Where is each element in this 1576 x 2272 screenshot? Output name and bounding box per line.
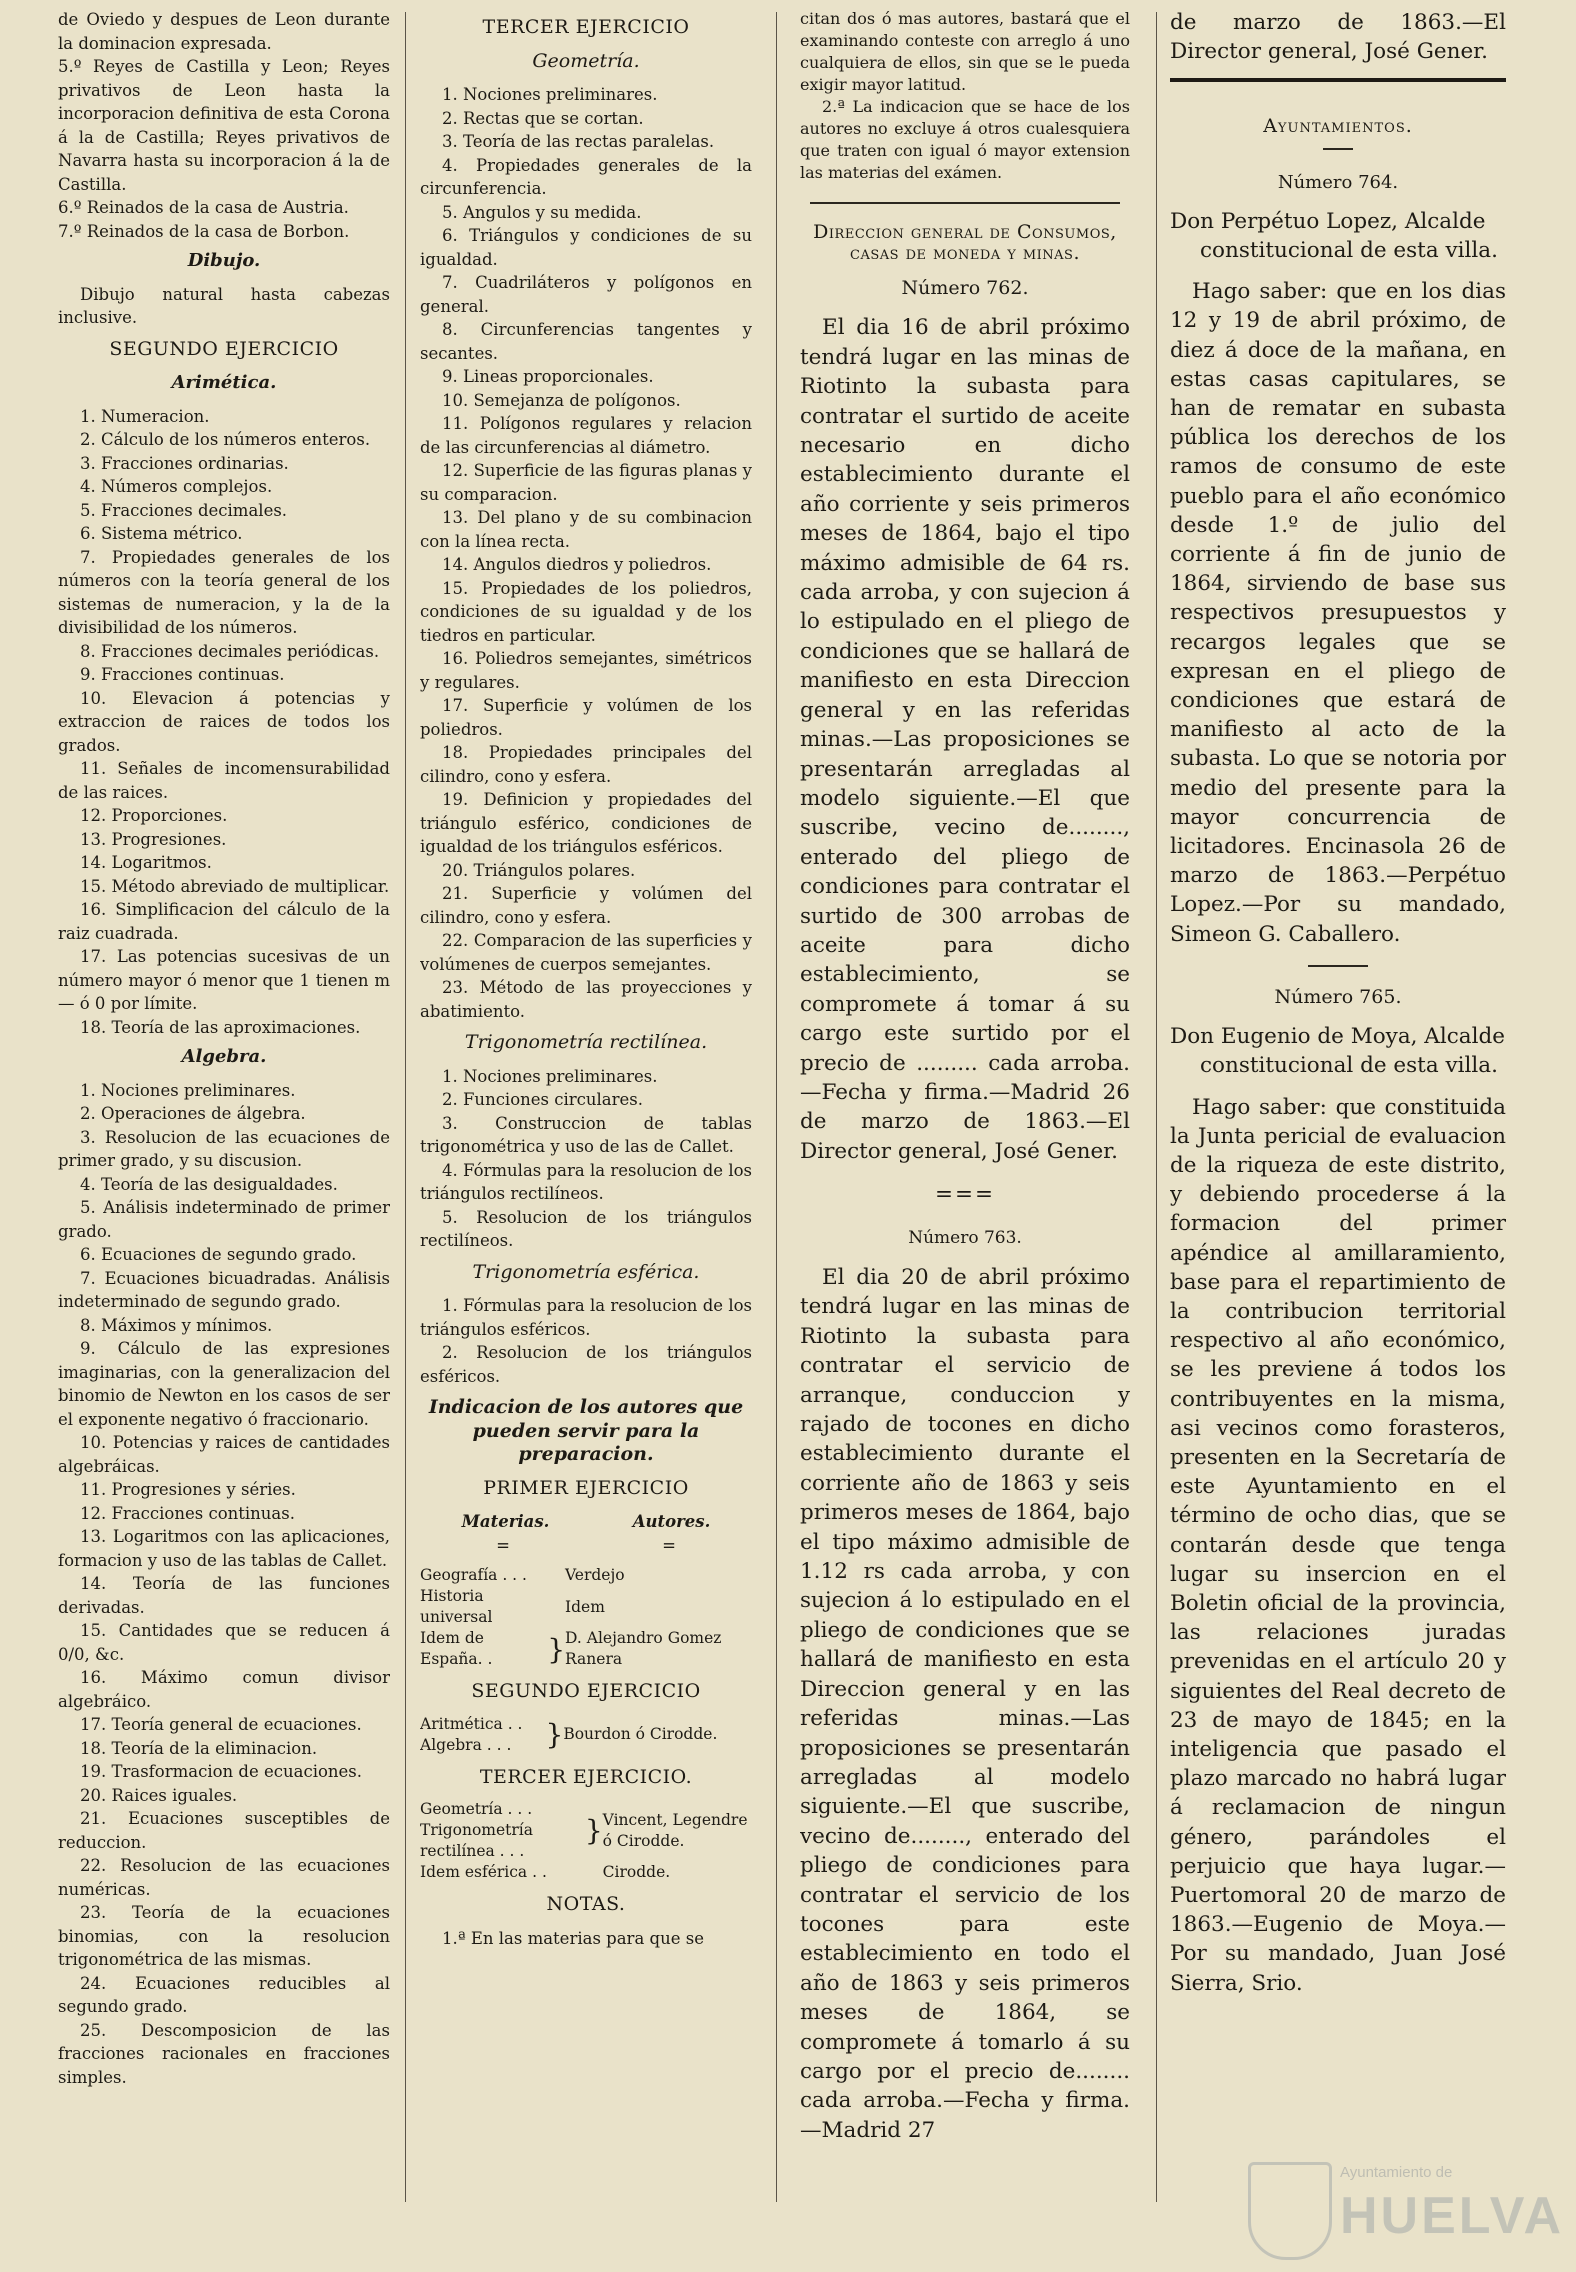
tercer-ejercicio-title: TERCER EJERCICIO — [482, 16, 690, 38]
geometria-title: Geometría. — [532, 49, 640, 72]
section-divider-thick — [1170, 78, 1506, 82]
table-row: Geometría . . . } Vincent, Legendre ó Cirodde. — [420, 1799, 752, 1820]
table-row: Idem de España. . } D. Alejandro Gomez Ranera — [420, 1628, 752, 1670]
dibujo-text: Dibujo natural hasta cabezas inclusive. — [58, 284, 390, 327]
geometria-list — [420, 83, 752, 1023]
list-item: 3. Resolucion de las ecuaciones de primer grado, y su discusion. — [58, 1127, 390, 1170]
list-item: 2. Funciones circulares. — [442, 1090, 643, 1109]
primer-authors-table — [420, 1565, 752, 1670]
column-2 — [420, 8, 752, 2248]
list-item: 14. Logaritmos. — [80, 853, 212, 872]
list-item: 5.º Reyes de Castilla y Leon; Reyes privativos de Leon hasta la incorporacion definitiva de esta Corona á la de Castilla; Reyes privativos de Navarra hasta su incorporacion á la de Castilla. — [58, 57, 390, 194]
dibujo-title: Dibujo. — [187, 250, 261, 271]
materia-cell: Idem de España. . — [420, 1629, 493, 1668]
list-item: 16. Poliedros semejantes, simétricos y regulares. — [420, 649, 752, 692]
list-item: 21. Ecuaciones susceptibles de reduccion. — [58, 1809, 390, 1852]
autor-cell: Vincent, Legendre ó Cirodde. — [602, 1810, 748, 1850]
list-item: 15. Propiedades de los poliedros, condiciones de su igualdad y de los tiedros en particular. — [420, 578, 752, 645]
notice-763-text: El dia 20 de abril próximo tendrá lugar en las minas de Riotinto la subasta para contratar el servicio de arranque, conduccion y rajado de tocones en dicho establecimiento durante el corriente año de 1863 y seis primeros meses de 1864, bajo el tipo máximo admisible de 1.12 rs cada arroba, y con sujecion á lo estipulado en el pliego de condiciones que se hallará de manifiesto en esta Direccion general y en las referidas minas.—Las proposiciones se presentarán arregladas al modelo siguiente.—El que suscribe, vecino de........, enterado del pliego de condiciones para contratar el servicio de los tocones para este establecimiento en todo el año de 1863 y seis primeros meses de 1864, se compromete á tomarlo á su cargo por el precio de........ cada arroba.—Fecha y firma.—Madrid 27 — [800, 1265, 1130, 2143]
list-item: 7.º Reinados de la casa de Borbon. — [58, 221, 350, 241]
notas-title: NOTAS. — [546, 1893, 626, 1915]
list-item: 6. Sistema métrico. — [80, 524, 243, 543]
trig-esferica-list — [420, 1294, 752, 1388]
list-item: 6. Ecuaciones de segundo grado. — [80, 1245, 357, 1264]
materia-cell: Geografía . . . — [420, 1566, 527, 1584]
primer-ejercicio-title: PRIMER EJERCICIO — [483, 1476, 689, 1499]
trig-rectilinea-title: Trigonometría rectilínea. — [464, 1031, 708, 1053]
list-item: 9. Fracciones continuas. — [80, 665, 285, 684]
algebra-list — [58, 1079, 390, 2090]
segundo-ejercicio-title: SEGUNDO EJERCICIO — [109, 337, 339, 360]
materia-cell: Idem esférica . . — [420, 1863, 547, 1881]
list-item: 23. Método de las proyecciones y abatimiento. — [420, 978, 752, 1021]
table-row: Aritmética . . } Bourdon ó Cirodde. — [420, 1714, 752, 1735]
list-item: 2. Operaciones de álgebra. — [80, 1104, 306, 1123]
list-item: 10. Potencias y raices de cantidades algebráicas. — [58, 1433, 390, 1476]
list-item: 5. Fracciones decimales. — [80, 500, 288, 520]
list-item: 13. Progresiones. — [80, 829, 227, 849]
list-item: 22. Comparacion de las superficies y volúmenes de cuerpos semejantes. — [420, 931, 752, 974]
column-3 — [800, 8, 1130, 2248]
coat-of-arms-icon — [1248, 2162, 1332, 2260]
list-item: de Oviedo y despues de Leon durante la dominacion expresada. — [58, 10, 390, 53]
list-item: 11. Polígonos regulares y relacion de las circunferencias al diámetro. — [420, 414, 752, 457]
direccion-heading: Direccion general de Consumos, casas de moneda y minas. — [813, 221, 1117, 264]
list-item: 12. Fracciones continuas. — [80, 1503, 295, 1523]
table-row — [420, 1586, 752, 1628]
list-item: 6.º Reinados de la casa de Austria. — [58, 198, 349, 217]
list-item: 7. Propiedades generales de los números con la teoría general de los sistemas de numeracion, y la de la divisibilidad de los números. — [58, 547, 390, 637]
list-item: 5. Angulos y su medida. — [442, 202, 642, 222]
list-item: 22. Resolucion de las ecuaciones numéricas. — [58, 1856, 390, 1899]
list-item: 1. Numeracion. — [80, 406, 210, 426]
list-item: 17. Teoría general de ecuaciones. — [80, 1715, 362, 1734]
list-item: 17. Superficie y volúmen de los poliedros. — [420, 696, 752, 739]
short-rule — [1323, 148, 1353, 150]
ayuntamientos-heading: Ayuntamientos. — [1263, 115, 1413, 138]
header-underline — [420, 1534, 752, 1558]
list-item: 21. Superficie y volúmen del cilindro, cono y esfera. — [420, 884, 752, 927]
history-items-continued — [58, 8, 390, 243]
notice-763-continued: de marzo de 1863.—El Director general, José Gener. — [1170, 10, 1506, 65]
trig-rectilinea-list — [420, 1065, 752, 1253]
autor-cell: D. Alejandro Gomez Ranera — [565, 1629, 722, 1668]
nota-1-continued: citan dos ó mas autores, bastará que el examinando conteste con arreglo á uno cualquiera de ellos, sin que se le pueda exigir mayor latitud. — [800, 9, 1130, 94]
list-item: 4. Fórmulas para la resolucion de los triángulos rectilíneos. — [420, 1160, 752, 1203]
list-item: 11. Progresiones y séries. — [80, 1480, 296, 1499]
autor-cell: Cirodde. — [602, 1863, 671, 1881]
segundo-authors-table — [420, 1714, 752, 1756]
list-item: 3. Construccion de tablas trigonométrica y uso de las de Callet. — [420, 1113, 752, 1156]
list-item: 14. Teoría de las funciones derivadas. — [58, 1574, 390, 1617]
list-item: 16. Simplificacion del cálculo de la raiz cuadrada. — [58, 900, 390, 943]
column-rule — [776, 12, 777, 2202]
list-item: 1. Fórmulas para la resolucion de los triángulos esféricos. — [420, 1296, 752, 1339]
list-item: 3. Teoría de las rectas paralelas. — [442, 132, 715, 151]
notice-765-text: Hago saber: que constituida la Junta pericial de evaluacion de la riqueza de este distrito, y debiendo procederse á la formacion del primer apéndice al amillaramiento, base para el repartimiento de la contribucion territorial respectivo al año económico, se les previene á todos los contribuyentes en la misma, asi vecinos como forasteros, presenten en la Secretaría de este Ayuntamiento en el término de ocho dias, que se contarán desde que tenga lugar su insercion en el Boletin oficial de la provincia, las relaciones juradas prevenidas en el artículo 20 y siguientes del Real decreto de 23 de mayo de 1845; en la inteligencia que pasado el plazo marcado no habrá lugar á reclamacion de ningun género, parándoles el perjuicio que haya lugar.—Puertomoral 20 de marzo de 1863.—Eugenio de Moya.—Por su mandado, Juan José Sierra, Srio. — [1170, 1094, 1506, 1996]
list-item: 4. Teoría de las desigualdades. — [80, 1174, 338, 1194]
column-1 — [58, 8, 390, 2248]
list-item: 13. Logaritmos con las aplicaciones, formacion y uso de las tablas de Callet. — [58, 1527, 390, 1570]
tercer-authors-table — [420, 1799, 752, 1883]
list-item: 2. Cálculo de los números enteros. — [80, 430, 371, 449]
list-item: 24. Ecuaciones reducibles al segundo grado. — [58, 1973, 390, 2016]
autor-cell: Idem — [565, 1597, 605, 1616]
list-item: 5. Resolucion de los triángulos rectilíneos. — [420, 1207, 752, 1250]
list-item: 8. Máximos y mínimos. — [80, 1315, 273, 1335]
column-4 — [1170, 8, 1506, 2248]
trig-esferica-title: Trigonometría esférica. — [472, 1260, 700, 1283]
notice-762-text: El dia 16 de abril próximo tendrá lugar en las minas de Riotinto la subasta para contratar el surtido de aceite necesario en dicho establecimiento durante el año corriente y seis primeros meses de 1864, bajo el tipo máximo admisible de 64 rs. cada arroba, y con sujecion á lo estipulado en el pliego de condiciones que se hallará de manifiesto en esta Direccion general y en las referidas minas.—Las proposiciones se presentarán arregladas al modelo siguiente.—El que suscribe, vecino de........, enterado del pliego de condiciones para contratar el surtido de 300 arrobas de aceite para dicho establecimiento, se compromete á tomar á su cargo este surtido por el precio de ......... cada arroba.—Fecha y firma.—Madrid 26 de marzo de 1863.—El Director general, José Gener. — [800, 315, 1130, 1164]
list-item: 18. Propiedades principales del cilindro, cono y esfera. — [420, 743, 752, 786]
watermark-line-1: Ayuntamiento de — [1340, 2164, 1453, 2181]
list-item: 12. Superficie de las figuras planas y su comparacion. — [420, 461, 752, 504]
list-item: 2. Rectas que se cortan. — [442, 108, 644, 128]
materia-cell: Historia universal — [420, 1587, 493, 1626]
list-item: 20. Raices iguales. — [80, 1785, 238, 1805]
list-item: 8. Circunferencias tangentes y secantes. — [420, 320, 752, 363]
materias-header: Materias. — [461, 1512, 550, 1531]
eq-sign: = — [496, 1535, 510, 1555]
table-row — [420, 1862, 752, 1883]
list-item: 8. Fracciones decimales periódicas. — [80, 641, 380, 661]
short-rule — [1308, 965, 1368, 967]
list-item: 15. Método abreviado de multiplicar. — [80, 876, 390, 896]
numero-763: Número 763. — [908, 1227, 1022, 1248]
archive-watermark — [1248, 2150, 1565, 2260]
list-item: 1. Nociones preliminares. — [442, 1066, 658, 1086]
list-item: 18. Teoría de las aproximaciones. — [80, 1017, 361, 1037]
list-item: 25. Descomposicion de las fracciones racionales en fracciones simples. — [58, 2020, 390, 2087]
eq-sign: = — [662, 1535, 676, 1555]
materia-cell: Trigonometría rectilínea . . . — [420, 1821, 533, 1860]
nota-1-start: 1.ª En las materias para que se — [442, 1928, 704, 1948]
authors-table-header — [420, 1510, 752, 1534]
column-rule — [405, 12, 406, 2202]
list-item: 12. Proporciones. — [80, 806, 228, 825]
list-item: 2. Resolucion de los triángulos esféricos. — [420, 1343, 752, 1386]
list-item: 10. Semejanza de polígonos. — [442, 390, 681, 410]
autores-header: Autores. — [632, 1512, 711, 1531]
list-item: 15. Cantidades que se reducen á 0/0, &c. — [58, 1621, 390, 1664]
list-item: 19. Trasformacion de ecuaciones. — [80, 1762, 363, 1781]
autor-cell: Bourdon ó Cirodde. — [563, 1725, 718, 1743]
list-item: 20. Triángulos polares. — [442, 860, 636, 880]
list-item: 1. Nociones preliminares. — [442, 85, 658, 104]
list-item: 11. Señales de incomensurabilidad de las raices. — [58, 759, 390, 802]
tercer-ejercicio-authors-title: TERCER EJERCICIO. — [479, 1765, 693, 1788]
list-item: 16. Máximo comun divisor algebráico. — [58, 1668, 390, 1711]
list-item: 9. Cálculo de las expresiones imaginarias, con la generalizacion del binomio de Newton en los casos de ser el exponente negativo ó fraccionario. — [58, 1339, 390, 1429]
indicacion-title: Indicacion de los autores que pueden servir para la preparacion. — [428, 1396, 744, 1465]
nota-2: 2.ª La indicacion que se hace de los autores no excluye á otros cualesquiera que traten con igual ó mayor extension las materias del exámen. — [800, 97, 1130, 182]
list-item: 3. Fracciones ordinarias. — [80, 453, 289, 473]
list-item: 23. Teoría de la ecuaciones binomias, con la resolucion trigonométrica de las mismas. — [58, 1903, 390, 1969]
list-item: 19. Definicion y propiedades del triángulo esférico, condiciones de igualdad de los triángulos esféricos. — [420, 790, 752, 856]
list-item: 4. Números complejos. — [80, 477, 273, 496]
section-divider — [810, 202, 1120, 204]
notice-separator: === — [934, 1182, 996, 1208]
list-item: 7. Cuadriláteros y polígonos en general. — [420, 273, 752, 316]
aritmetica-title: Arimética. — [171, 372, 277, 393]
list-item: 18. Teoría de la eliminacion. — [80, 1738, 318, 1758]
list-item: 17. Las potencias sucesivas de un número mayor ó menor que 1 tienen m — ó 0 por límite. — [58, 947, 390, 1013]
materia-cell: Aritmética . . — [420, 1714, 523, 1733]
list-item: 1. Nociones preliminares. — [80, 1080, 296, 1100]
notice-764-heading: Don Perpétuo Lopez, Alcalde constitucional de esta villa. — [1170, 208, 1498, 264]
list-item: 4. Propiedades generales de la circunferencia. — [420, 155, 752, 198]
segundo-ejercicio-authors-title: SEGUNDO EJERCICIO — [471, 1680, 701, 1702]
list-item: 7. Ecuaciones bicuadradas. Análisis indeterminado de segundo grado. — [58, 1268, 390, 1311]
algebra-title: Algebra. — [181, 1046, 267, 1067]
list-item: 9. Lineas proporcionales. — [442, 367, 654, 386]
aritmetica-list — [58, 405, 390, 1040]
materia-cell: Algebra . . . — [420, 1735, 512, 1754]
table-row — [420, 1565, 752, 1586]
autor-cell: Verdejo — [565, 1566, 625, 1584]
list-item: 5. Análisis indeterminado de primer grado. — [58, 1198, 390, 1241]
notice-764-text: Hago saber: que en los dias 12 y 19 de abril próximo, de diez á doce de la mañana, en estas casas capitulares, se han de rematar en subasta pública los derechos de los ramos de consumo de este pueblo para el año económico desde 1.º de julio del corriente á fin de junio de 1864, sirviendo de base sus respectivos presupuestos y recargos legales que se expresan en el pliego de condiciones que estará de manifiesto al acto de la subasta. Lo que se notoria por medio del presente para la mayor concurrencia de licitadores. Encinasola 26 de marzo de 1863.—Perpétuo Lopez.—Por su mandado, Simeon G. Caballero. — [1170, 279, 1506, 947]
numero-764: Número 764. — [1277, 171, 1399, 193]
list-item: 6. Triángulos y condiciones de su igualdad. — [420, 226, 752, 269]
column-rule — [1156, 12, 1157, 2202]
list-item: 14. Angulos diedros y poliedros. — [442, 555, 712, 574]
watermark-line-2: HUELVA — [1340, 2187, 1565, 2245]
numero-762: Número 762. — [901, 277, 1029, 299]
list-item: 10. Elevacion á potencias y extraccion de raices de todos los grados. — [58, 688, 390, 755]
numero-765: Número 765. — [1274, 985, 1402, 1008]
list-item: 13. Del plano y de su combinacion con la línea recta. — [420, 508, 752, 551]
notice-765-heading: Don Eugenio de Moya, Alcalde constitucional de esta villa. — [1170, 1024, 1505, 1079]
materia-cell: Geometría . . . — [420, 1800, 533, 1818]
